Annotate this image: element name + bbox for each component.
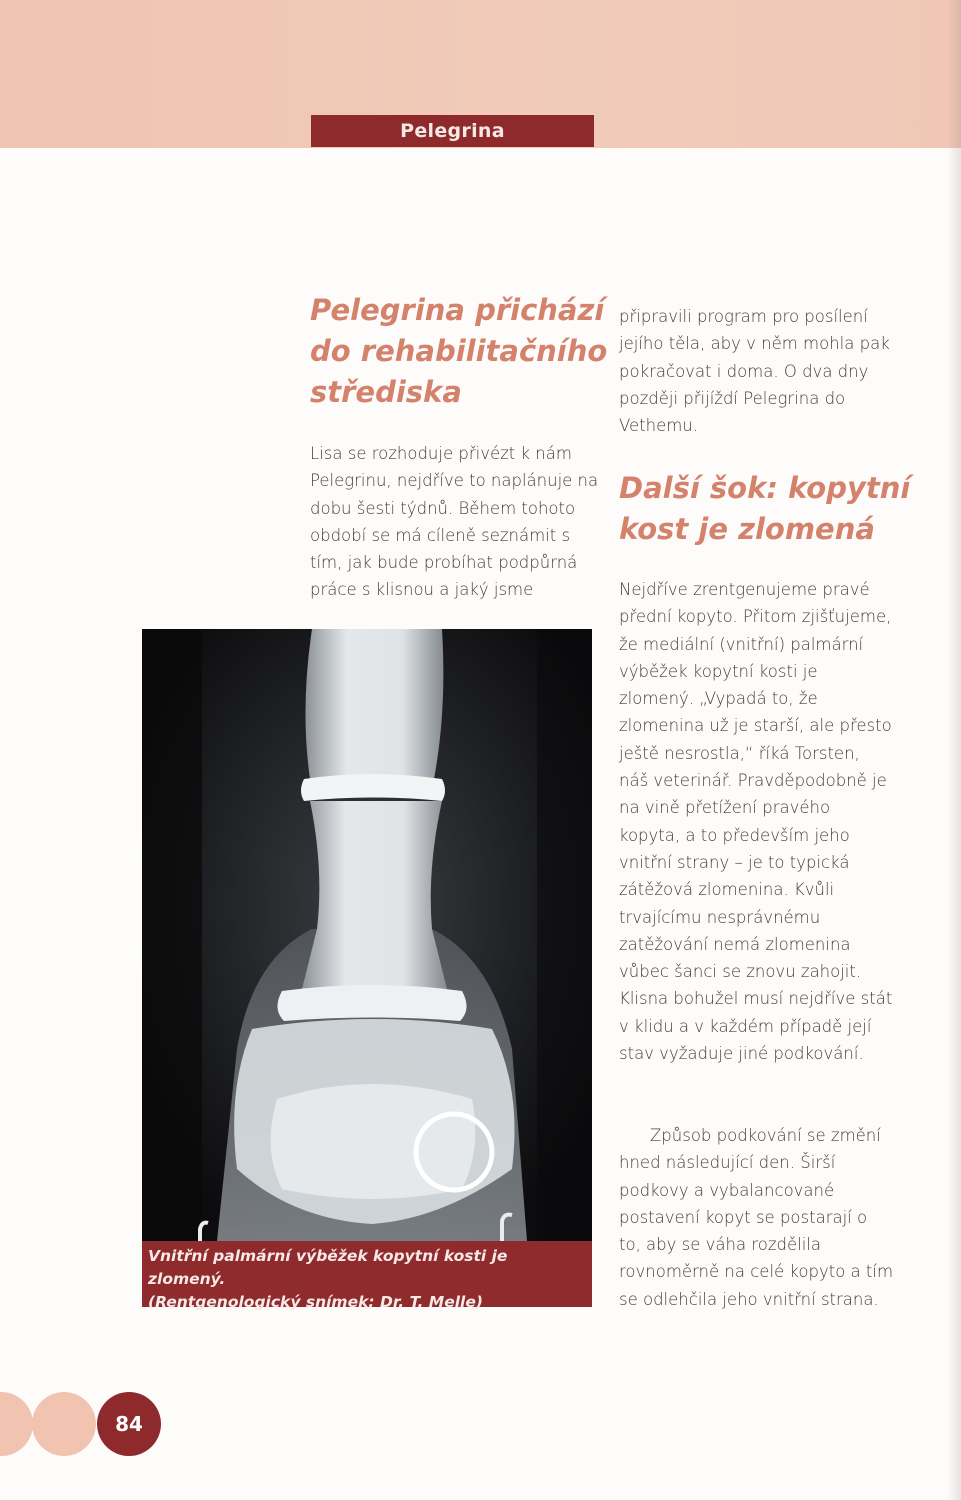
- section-heading-rehab: Pelegrina přichází do rehabilitačního střediska: [310, 293, 608, 409]
- left-column-paragraph: Lisa se rozhoduje přivézt k nám Pelegrinu, nejdříve to naplánuje na dobu šesti týdnů. Během tohoto období se má cíleně seznámit s tím, jak bude probíhat podpůrná práce s klisnou a jaký jsme: [310, 444, 599, 600]
- figure-caption: [148, 1245, 586, 1314]
- decorative-circle: [0, 1392, 33, 1456]
- section-heading-fracture: Další šok: kopytní kost je zlomená: [619, 471, 911, 546]
- book-spine-shadow: [947, 0, 961, 1500]
- xray-hoof-illustration: [142, 629, 592, 1241]
- figure-caption-line-2: (Rentgenologický snímek: Dr. T. Melle): [148, 1293, 483, 1311]
- page-number: 84: [97, 1392, 161, 1456]
- right-column-paragraph-1: Nejdříve zrentgenujeme pravé přední kopyto. Přitom zjišťujeme, že mediální (vnitřní) palmární výběžek kopytní kosti je zlomený. „Vypadá to, že zlomenina už je starší, ale přesto ještě nesrostla,“ říká Torsten, náš veterinář. Pravděpodobně je na vině přetížení pravého kopyta, a to především jeho vnitřní strany – je to typická zátěžová zlomenina. Kvůli trvajícímu nesprávnému zatěžování nemá zlomenina vůbec šanci se znovu zahojit. Klisna bohužel musí nejdříve stát v klidu a v každém případě její stav vyžaduje jiné podkování.: [619, 580, 893, 1064]
- xray-figure: [142, 629, 592, 1311]
- section-title: Pelegrina: [400, 120, 505, 142]
- decorative-circle: [32, 1392, 96, 1456]
- section-header-tab: [311, 115, 594, 147]
- right-column-continued-paragraph: připravili program pro posílení jejího těla, aby v něm mohla pak pokračovat i doma. O dva dny později přijíždí Pelegrina do Vethemu.: [619, 307, 890, 436]
- xray-image: [142, 629, 592, 1241]
- figure-caption-line-1: Vnitřní palmární výběžek kopytní kosti je zlomený.: [148, 1247, 508, 1288]
- right-column-paragraph-2: Způsob podkování se změní hned následující den. Širší podkovy a vybalancované postavení kopyt se postarají o to, aby se váha rozdělila rovnoměrně na celé kopyto a tím se odlehčila jeho vnitřní strana.: [619, 1126, 894, 1309]
